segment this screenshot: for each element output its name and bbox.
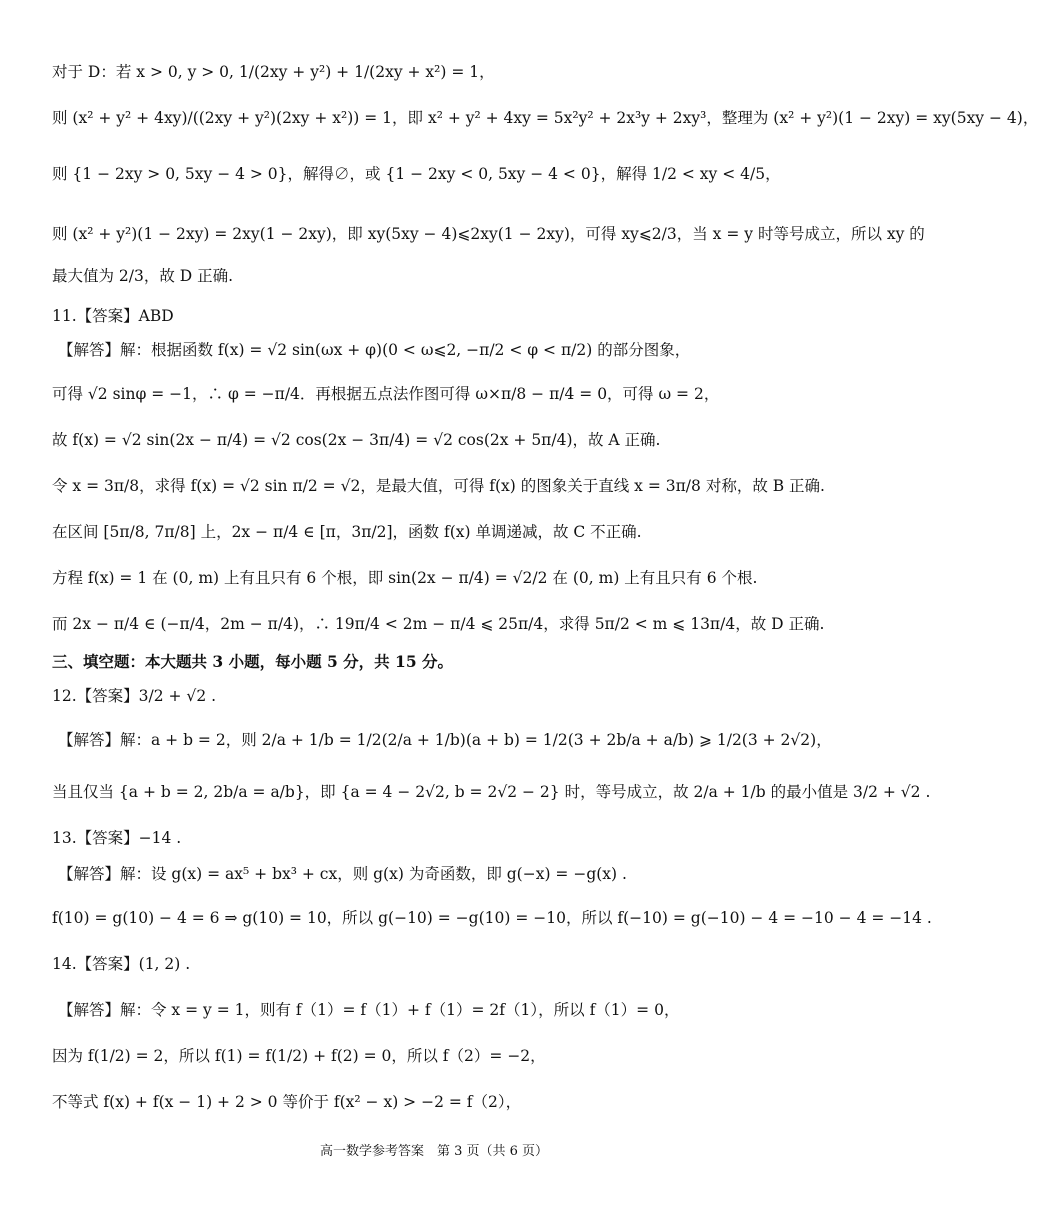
text-line: 11.【答案】ABD (52, 307, 174, 325)
text-line: 故 f(x) = √2 sin(2x − π/4) = √2 cos(2x − 3π/4) = √2 cos(2x + 5π/4)，故 A 正确. (52, 431, 661, 449)
text-line: 则 (x² + y² + 4xy)/((2xy + y²)(2xy + x²)) = 1，即 x² + y² + 4xy = 5x²y² + 2x³y + 2xy³，整理为 (x² + y²)(1 − 2xy) = xy(5xy − 4)， (52, 109, 1038, 127)
text-line: 【解答】解：a + b = 2，则 2/a + 1/b = 1/2(2/a + 1/b)(a + b) = 1/2(3 + 2b/a + a/b) ⩾ 1/2(3 + 2√2)， (58, 731, 832, 749)
section-heading: 三、填空题：本大题共 3 小题，每小题 5 分，共 15 分。 (52, 652, 454, 671)
text-line: 【解答】解：根据函数 f(x) = √2 sin(ωx + φ)(0 < ω⩽2, −π/2 < φ < π/2) 的部分图象， (58, 341, 691, 359)
page-footer: 高一数学参考答案 第 3 页（共 6 页） (319, 1144, 549, 1159)
text-line: 而 2x − π/4 ∈ (−π/4，2m − π/4)，∴ 19π/4 < 2m − π/4 ⩽ 25π/4，求得 5π/2 < m ⩽ 13π/4，故 D 正确. (52, 615, 825, 633)
text-line: 最大值为 2/3，故 D 正确. (52, 267, 234, 285)
text-line: 【解答】解：设 g(x) = ax⁵ + bx³ + cx，则 g(x) 为奇函数，即 g(−x) = −g(x) . (58, 865, 627, 883)
text-line: 则 (x² + y²)(1 − 2xy) = 2xy(1 − 2xy)，即 xy(5xy − 4)⩽2xy(1 − 2xy)，可得 xy⩽2/3，当 x = y 时等号成立，所以 xy 的 (52, 225, 925, 243)
text-line: 12.【答案】3/2 + √2 . (52, 687, 217, 705)
text-line: 13.【答案】−14 . (52, 829, 182, 847)
text-line: 在区间 [5π/8, 7π/8] 上，2x − π/4 ∈ [π，3π/2]，函数 f(x) 单调递减，故 C 不正确. (52, 523, 642, 541)
text-line: f(10) = g(10) − 4 = 6 ⇒ g(10) = 10，所以 g(−10) = −g(10) = −10，所以 f(−10) = g(−10) − 4 = −10 − 4 = −14 . (52, 909, 932, 927)
text-line: 则 {1 − 2xy > 0, 5xy − 4 > 0}，解得∅，或 {1 − 2xy < 0, 5xy − 4 < 0}，解得 1/2 < xy < 4/5， (52, 165, 781, 183)
text-line: 因为 f(1/2) = 2，所以 f(1) = f(1/2) + f(2) = 0，所以 f（2）= −2， (52, 1047, 546, 1065)
text-line: 当且仅当 {a + b = 2, 2b/a = a/b}，即 {a = 4 − 2√2, b = 2√2 − 2} 时，等号成立，故 2/a + 1/b 的最小值是 3/2 + √2 . (52, 783, 931, 801)
text-line: 【解答】解：令 x = y = 1，则有 f（1）= f（1）+ f（1）= 2f（1），所以 f（1）= 0， (58, 1001, 680, 1019)
text-line: 14.【答案】(1, 2) . (52, 955, 191, 973)
text-line: 对于 D：若 x > 0, y > 0, 1/(2xy + y²) + 1/(2xy + x²) = 1， (52, 63, 495, 81)
text-line: 方程 f(x) = 1 在 (0, m) 上有且只有 6 个根，即 sin(2x − π/4) = √2/2 在 (0, m) 上有且只有 6 个根. (52, 569, 758, 587)
text-line: 可得 √2 sinφ = −1，∴ φ = −π/4．再根据五点法作图可得 ω×π/8 − π/4 = 0，可得 ω = 2， (52, 385, 720, 403)
text-line: 不等式 f(x) + f(x − 1) + 2 > 0 等价于 f(x² − x) > −2 = f（2）， (52, 1093, 522, 1111)
text-line: 令 x = 3π/8，求得 f(x) = √2 sin π/2 = √2，是最大值，可得 f(x) 的图象关于直线 x = 3π/8 对称，故 B 正确. (52, 477, 825, 495)
